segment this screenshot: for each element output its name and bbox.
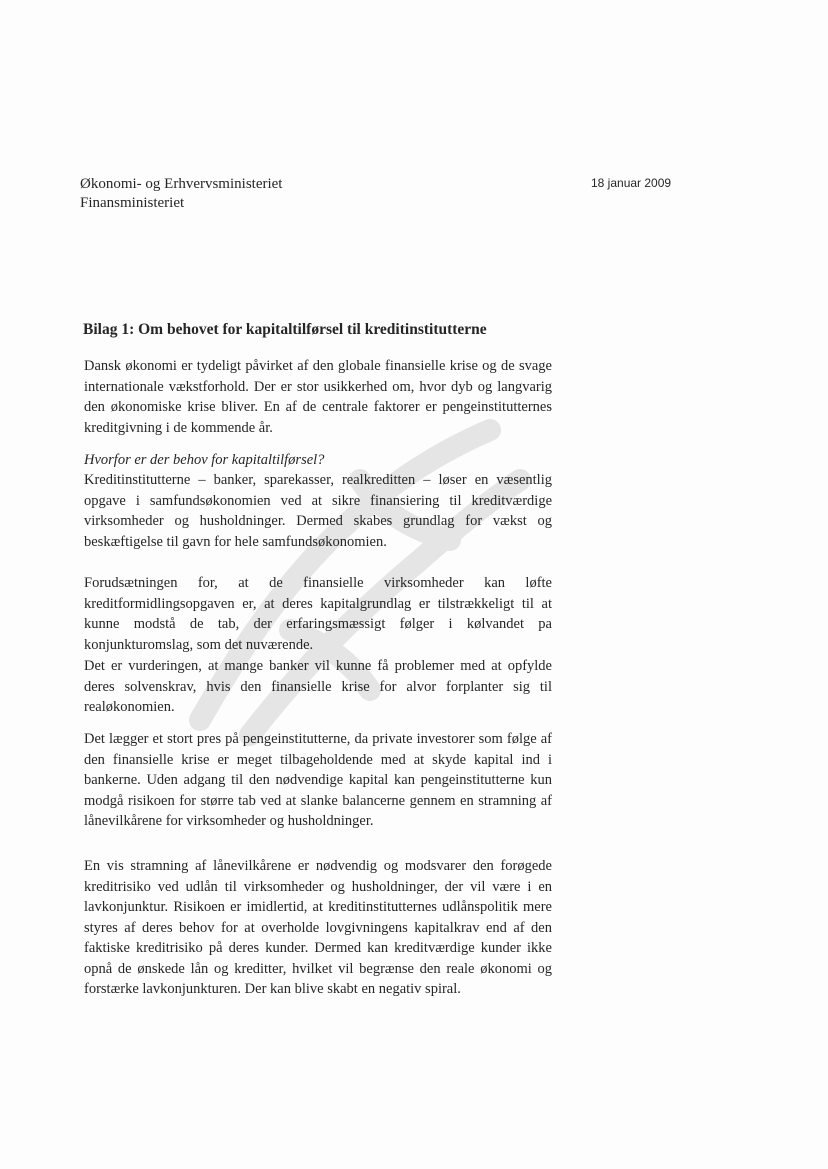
sender-ministry-2: Finansministeriet — [80, 195, 185, 211]
paragraph-prerequisite: Forudsætningen for, at de finansielle virksomheder kan løfte kreditformidlingsopgaven er, at deres kapitalgrundlag er tilstrækkeligt til at kunne modstå de tab, der erfaringsmæssigt følger i kølvandet pa konjunkturomslag, som det nuværende. — [84, 575, 552, 653]
document-title: Bilag 1: Om behovet for kapitaltilførsel til kreditinstitutterne — [83, 321, 487, 338]
paragraph-pressure: Det lægger et stort pres på pengeinstitutterne, da private investorer som følge af den finansielle krise er meget tilbageholdende med at skyde kapital ind i bankerne. Uden adgang til den nødvendige kapital kan pengeinstitutterne kun modgå risikoen for større tab ved at slanke balancerne gennem en stramning af lånevilkårene for virksomheder og husholdninger. — [84, 731, 552, 829]
sender-block — [80, 175, 282, 213]
paragraph-tightening: En vis stramning af lånevilkårene er nødvendig og modsvarer den forøgede kreditrisiko ved udlån til virksomheder og husholdninger, der vil være i en lavkonjunktur. Risikoen er imidlertid, at kreditinstitutternes udlånspolitik mere styres af deres behov for at overholde lovgivningens kapitalkrav end af den faktiske kreditrisiko på deres kunder. Dermed kan kreditværdige kunder ikke opnå de ønskede lån og kreditter, hvilket vil begrænse den reale økonomi og forstærke lavkonjunkturen. Der kan blive skabt en negativ spiral. — [84, 858, 552, 997]
document-date: 18 januar 2009 — [591, 176, 672, 190]
paragraph-intro: Dansk økonomi er tydeligt påvirket af den globale finansielle krise og de svage internationale vækstforhold. Der er stor usikkerhed om, hvor dyb og langvarig den økonomiske krise bliver. En af de centrale faktorer er pengeinstitutternes kreditgivning i de kommende år. — [84, 358, 552, 436]
section-subheading: Hvorfor er der behov for kapitaltilførsel? — [84, 452, 325, 468]
sender-ministry-1: Økonomi- og Erhvervsministeriet — [80, 176, 283, 192]
paragraph-assessment: Det er vurderingen, at mange banker vil kunne få problemer med at opfylde deres solvenskrav, hvis den finansielle krise for alvor forplanter sig til realøkonomien. — [84, 658, 552, 715]
paragraph-credit-institutions: Kreditinstitutterne – banker, sparekasser, realkreditten – løser en væsentlig opgave i samfundsøkonomien ved at sikre finansiering til kreditværdige virksomheder og husholdninger. Dermed skabes grundlag for vækst og beskæftigelse til gavn for hele samfundsøkonomien. — [84, 472, 552, 550]
